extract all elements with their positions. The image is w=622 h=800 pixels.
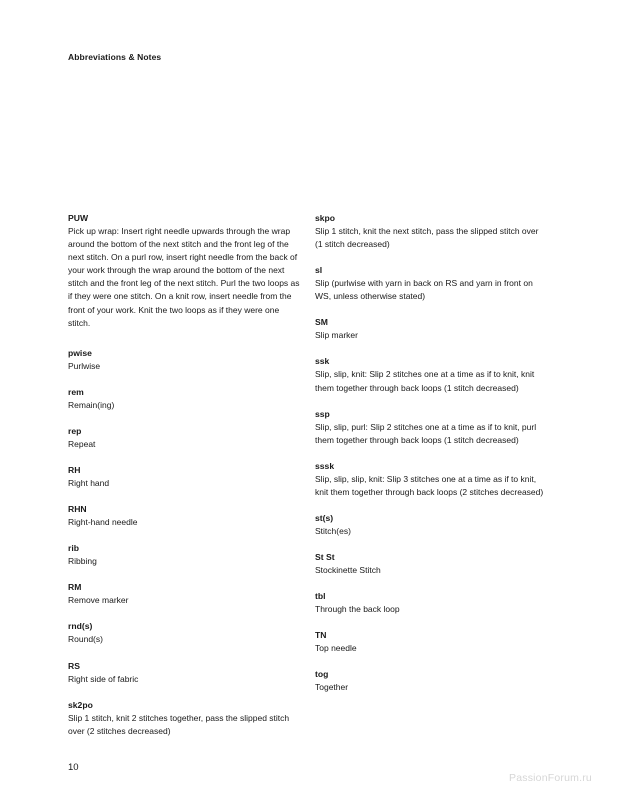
glossary-entry <box>68 386 300 412</box>
entry-definition: Remove marker <box>68 595 129 606</box>
entry-definition: Right side of fabric <box>68 673 139 684</box>
glossary-entry <box>68 581 300 607</box>
entry-term: sk2po <box>68 699 93 710</box>
glossary-entry <box>68 425 300 451</box>
glossary-entry <box>68 464 300 490</box>
entry-definition: Slip, slip, knit: Slip 2 stitches one at a time as if to knit, knit them together through back loops (1 stitch decreased) <box>315 369 535 393</box>
right-column <box>315 212 545 695</box>
glossary-entry <box>315 551 545 577</box>
glossary-entry <box>68 699 300 738</box>
glossary-entry <box>315 590 545 616</box>
glossary-entry <box>315 355 545 394</box>
entry-term: skpo <box>315 213 336 223</box>
watermark: PassionForum.ru <box>509 772 592 784</box>
entry-term: rem <box>68 386 84 397</box>
entry-definition: Slip, slip, purl: Slip 2 stitches one at a time as if to knit, purl them together through back loops (1 stitch decreased) <box>315 421 537 445</box>
glossary-entry <box>315 512 545 538</box>
left-column <box>68 212 300 738</box>
entry-definition: Slip, slip, slip, knit: Slip 3 stitches one at a time as if to knit, knit them together through back loops (2 stitches decreased) <box>315 473 544 497</box>
glossary-entry <box>315 629 545 655</box>
entry-definition: Pick up wrap: Insert right needle upwards through the wrap around the bottom of the next stitch and the front leg of the next stitch. On a purl row, insert right needle from the back of your work through the wrap around the bottom of the next stitch and the front leg of the next stitch. Purl the two loops as if they were one stitch. On a knit row, insert needle from the front of your work. Knit the two loops as if they were one stitch. <box>68 226 300 328</box>
entry-term: RM <box>68 582 82 593</box>
entry-definition: Right hand <box>68 478 110 489</box>
entry-definition: Together <box>315 682 349 693</box>
entry-definition: Ribbing <box>68 556 97 567</box>
entry-term: rep <box>68 425 82 436</box>
glossary-entry <box>315 316 545 342</box>
entry-definition: Remain(ing) <box>68 399 115 410</box>
entry-definition: Slip (purlwise with yarn in back on RS and yarn in front on WS, unless otherwise stated) <box>315 278 533 302</box>
glossary-entry <box>68 620 300 646</box>
entry-term: RH <box>68 465 81 476</box>
entry-term: tbl <box>315 591 326 602</box>
glossary-entry <box>315 264 545 303</box>
entry-definition: Through the back loop <box>315 604 400 615</box>
entry-term: RHN <box>68 504 87 515</box>
page-number: 10 <box>68 762 79 773</box>
entry-term: pwise <box>68 347 92 358</box>
glossary-entry <box>68 347 300 373</box>
glossary-entry <box>315 212 545 251</box>
entry-term: St St <box>315 552 335 563</box>
entry-term: rnd(s) <box>68 621 93 632</box>
entry-definition: Top needle <box>315 643 357 654</box>
entry-term: TN <box>315 630 327 641</box>
entry-term: ssp <box>315 408 330 419</box>
entry-term: tog <box>315 669 329 680</box>
entry-definition: Right-hand needle <box>68 517 138 528</box>
glossary-entry <box>68 660 300 686</box>
entry-term: RS <box>68 660 80 671</box>
section-title: Abbreviations & Notes <box>68 52 162 62</box>
entry-definition: Stockinette Stitch <box>315 565 381 576</box>
entry-definition: Purlwise <box>68 360 101 371</box>
entry-term: ssk <box>315 356 330 367</box>
entry-term: sssk <box>315 460 335 471</box>
glossary-entry <box>315 408 545 447</box>
entry-term: rib <box>68 543 79 554</box>
glossary-entry <box>68 212 300 330</box>
entry-definition: Slip 1 stitch, knit 2 stitches together, pass the slipped stitch over (2 stitches decreased) <box>68 712 290 736</box>
entry-definition: Slip 1 stitch, knit the next stitch, pass the slipped stitch over (1 stitch decreased) <box>315 226 539 250</box>
glossary-entry <box>68 503 300 529</box>
entry-definition: Repeat <box>68 438 96 449</box>
entry-term: st(s) <box>315 513 334 524</box>
entry-definition: Slip marker <box>315 330 358 341</box>
glossary-entry <box>68 542 300 568</box>
entry-term: PUW <box>68 213 89 223</box>
entry-term: SM <box>315 317 328 328</box>
glossary-entry <box>315 668 545 694</box>
entry-definition: Round(s) <box>68 634 103 645</box>
entry-term: sl <box>315 265 323 276</box>
glossary-entry <box>315 460 545 499</box>
entry-definition: Stitch(es) <box>315 526 351 537</box>
